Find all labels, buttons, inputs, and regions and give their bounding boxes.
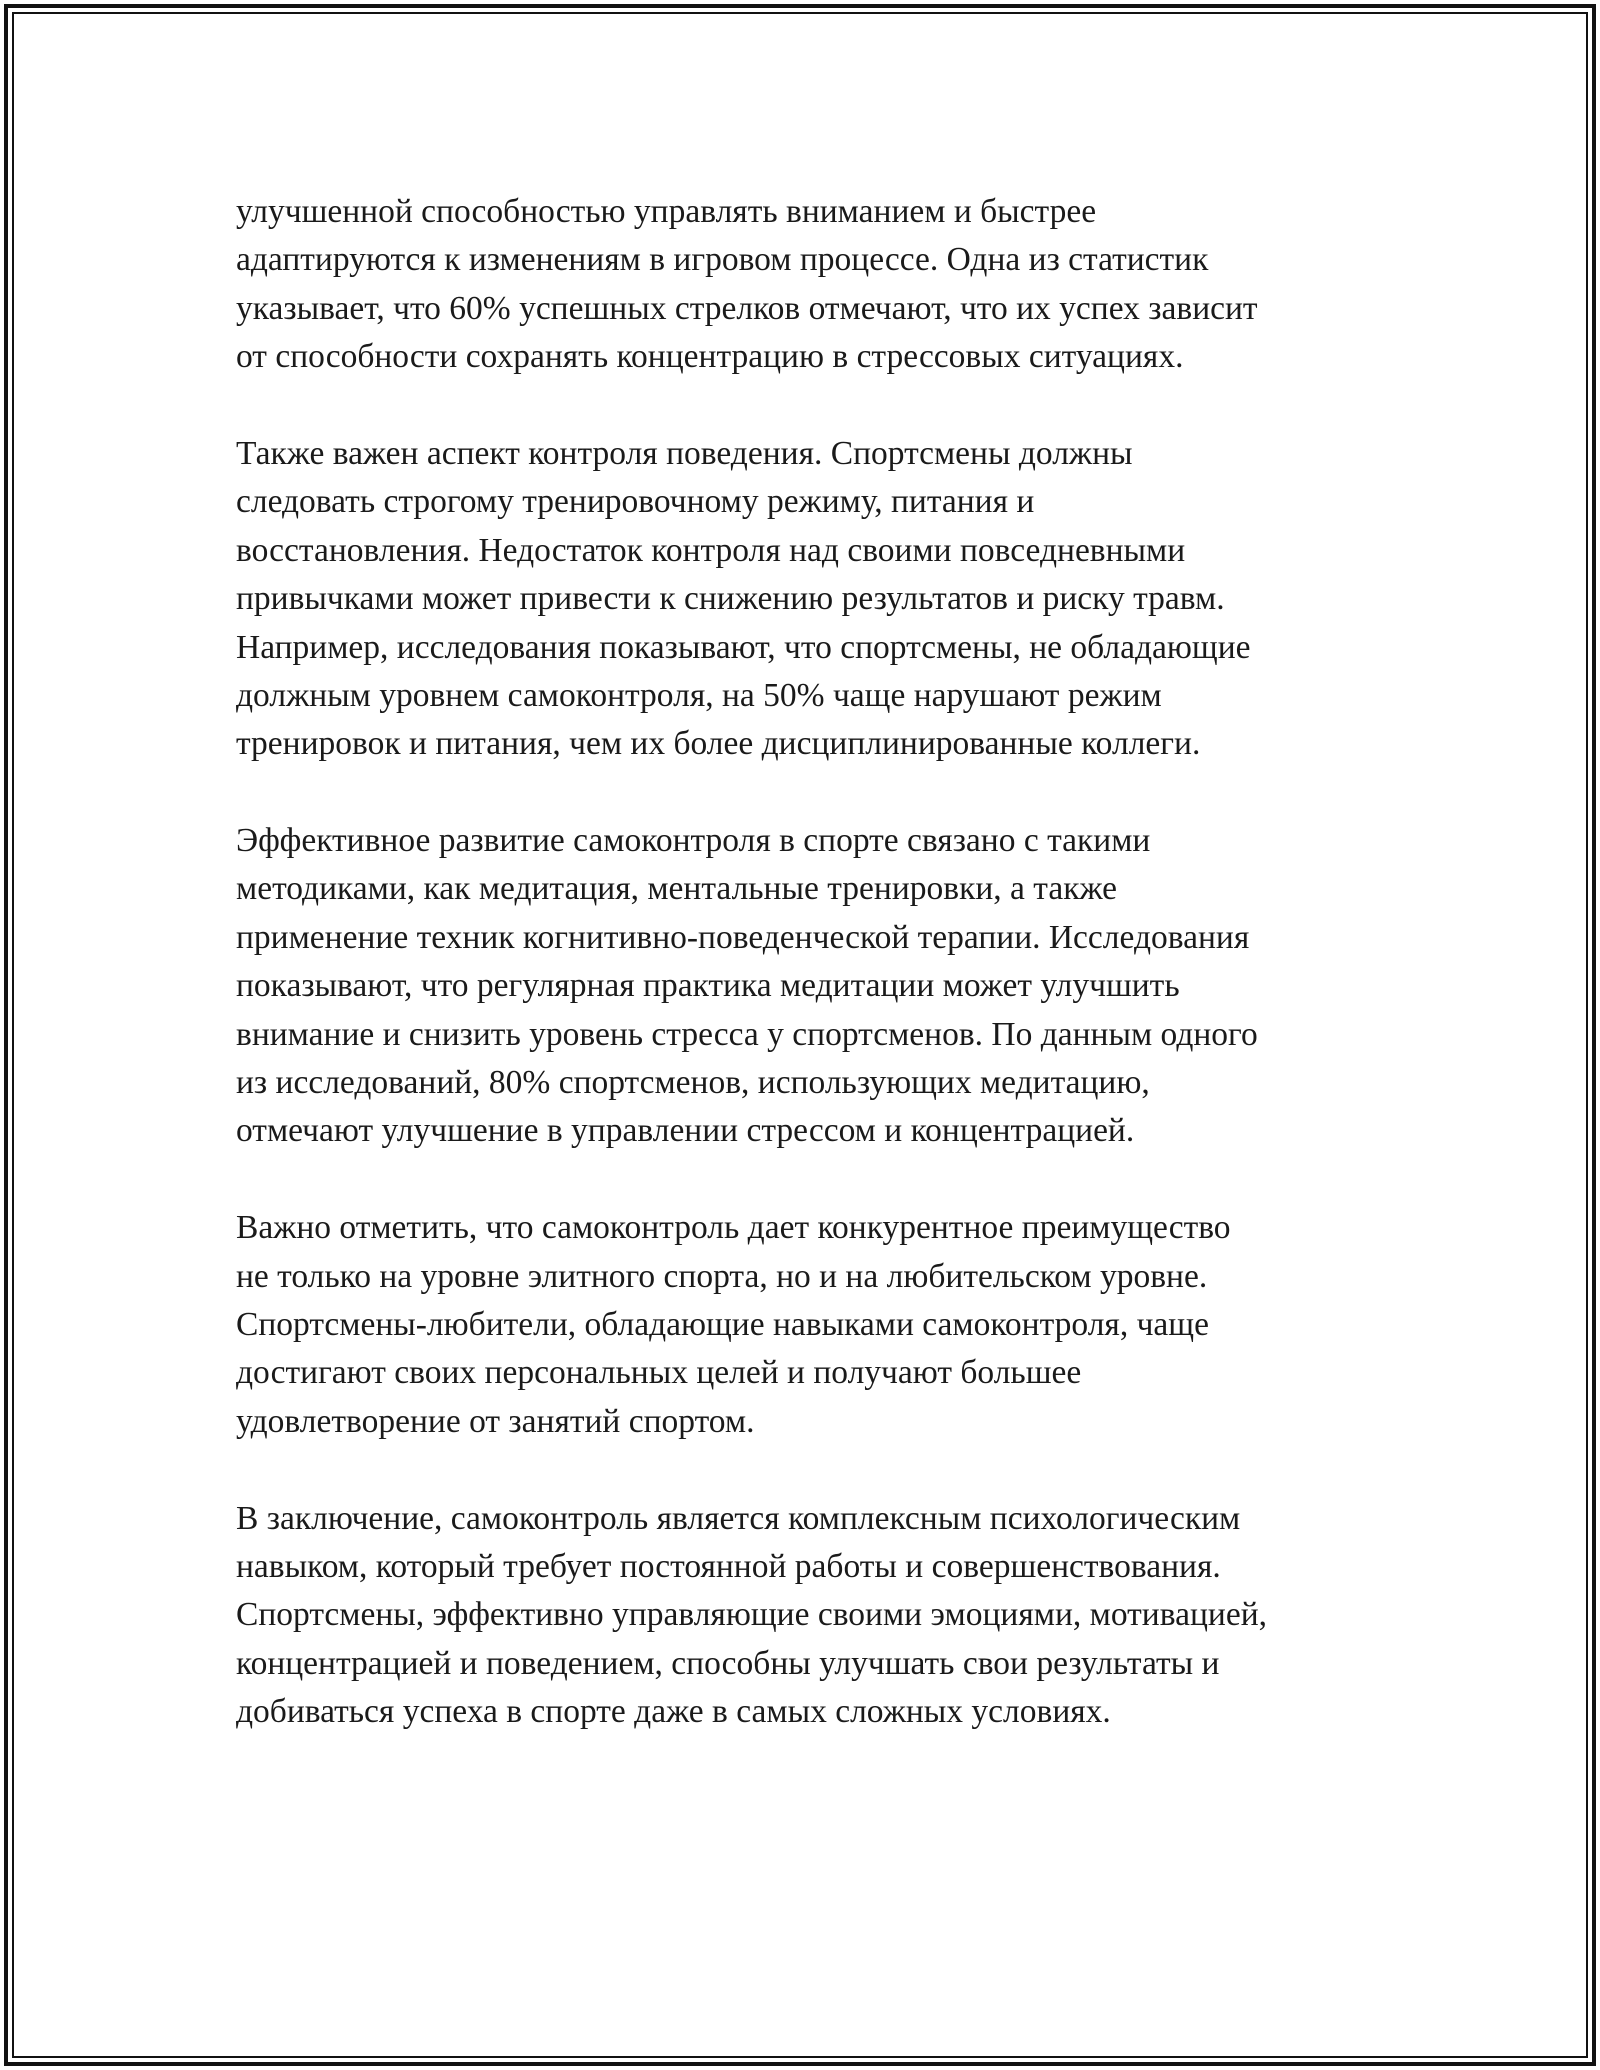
text-line: указывает, что 60% успешных стрелков отмечают, что их успех зависит (236, 289, 1258, 327)
text-line: В заключение, самоконтроль является комплексным психологическим (236, 1499, 1241, 1537)
text-line: отмечают улучшение в управлении стрессом и концентрацией. (236, 1112, 1135, 1150)
text-line: концентрацией и поведением, способны улучшать свои результаты и (236, 1644, 1220, 1682)
text-line: Также важен аспект контроля поведения. Спортсмены должны (236, 434, 1133, 472)
text-line: внимание и снизить уровень стресса у спортсменов. По данным одного (236, 1015, 1258, 1053)
text-line: восстановления. Недостаток контроля над своими повседневными (236, 531, 1186, 569)
paragraph-4 (236, 1204, 1386, 1446)
text-line: Спортсмены-любители, обладающие навыками самоконтроля, чаще (236, 1305, 1209, 1343)
paragraph-5 (236, 1495, 1386, 1737)
text-line: тренировок и питания, чем их более дисциплинированные коллеги. (236, 725, 1201, 763)
paragraph-3 (236, 817, 1386, 1156)
text-line: Эффективное развитие самоконтроля в спорте связано с такими (236, 822, 1151, 860)
text-line: должным уровнем самоконтроля, на 50% чаще нарушают режим (236, 676, 1162, 714)
text-line: не только на уровне элитного спорта, но и на любительском уровне. (236, 1257, 1208, 1295)
text-line: Например, исследования показывают, что спортсмены, не обладающие (236, 628, 1251, 666)
text-line: применение техник когнитивно-поведенческой терапии. Исследования (236, 918, 1250, 956)
text-line: из исследований, 80% спортсменов, использующих медитацию, (236, 1064, 1150, 1102)
text-line: методиками, как медитация, ментальные тренировки, а также (236, 870, 1118, 908)
text-line: улучшенной способностью управлять вниманием и быстрее (236, 193, 1097, 230)
text-line: показывают, что регулярная практика медитации может улучшить (236, 967, 1180, 1005)
text-line: привычками может привести к снижению результатов и риску травм. (236, 580, 1225, 618)
paragraph-1 (236, 188, 1386, 382)
text-line: удовлетворение от занятий спортом. (236, 1402, 755, 1440)
text-line: адаптируются к изменениям в игровом процессе. Одна из статистик (236, 241, 1209, 279)
document-body (236, 188, 1386, 1785)
text-line: от способности сохранять концентрацию в стрессовых ситуациях. (236, 338, 1184, 376)
text-line: добиваться успеха в спорте даже в самых сложных условиях. (236, 1693, 1111, 1731)
text-line: навыком, который требует постоянной работы и совершенствования. (236, 1547, 1221, 1585)
text-line: Спортсмены, эффективно управляющие своими эмоциями, мотивацией, (236, 1596, 1267, 1634)
paragraph-2 (236, 430, 1386, 769)
text-line: достигают своих персональных целей и получают большее (236, 1354, 1082, 1392)
text-line: следовать строгому тренировочному режиму, питания и (236, 483, 1035, 521)
text-line: Важно отметить, что самоконтроль дает конкурентное преимущество (236, 1209, 1231, 1247)
